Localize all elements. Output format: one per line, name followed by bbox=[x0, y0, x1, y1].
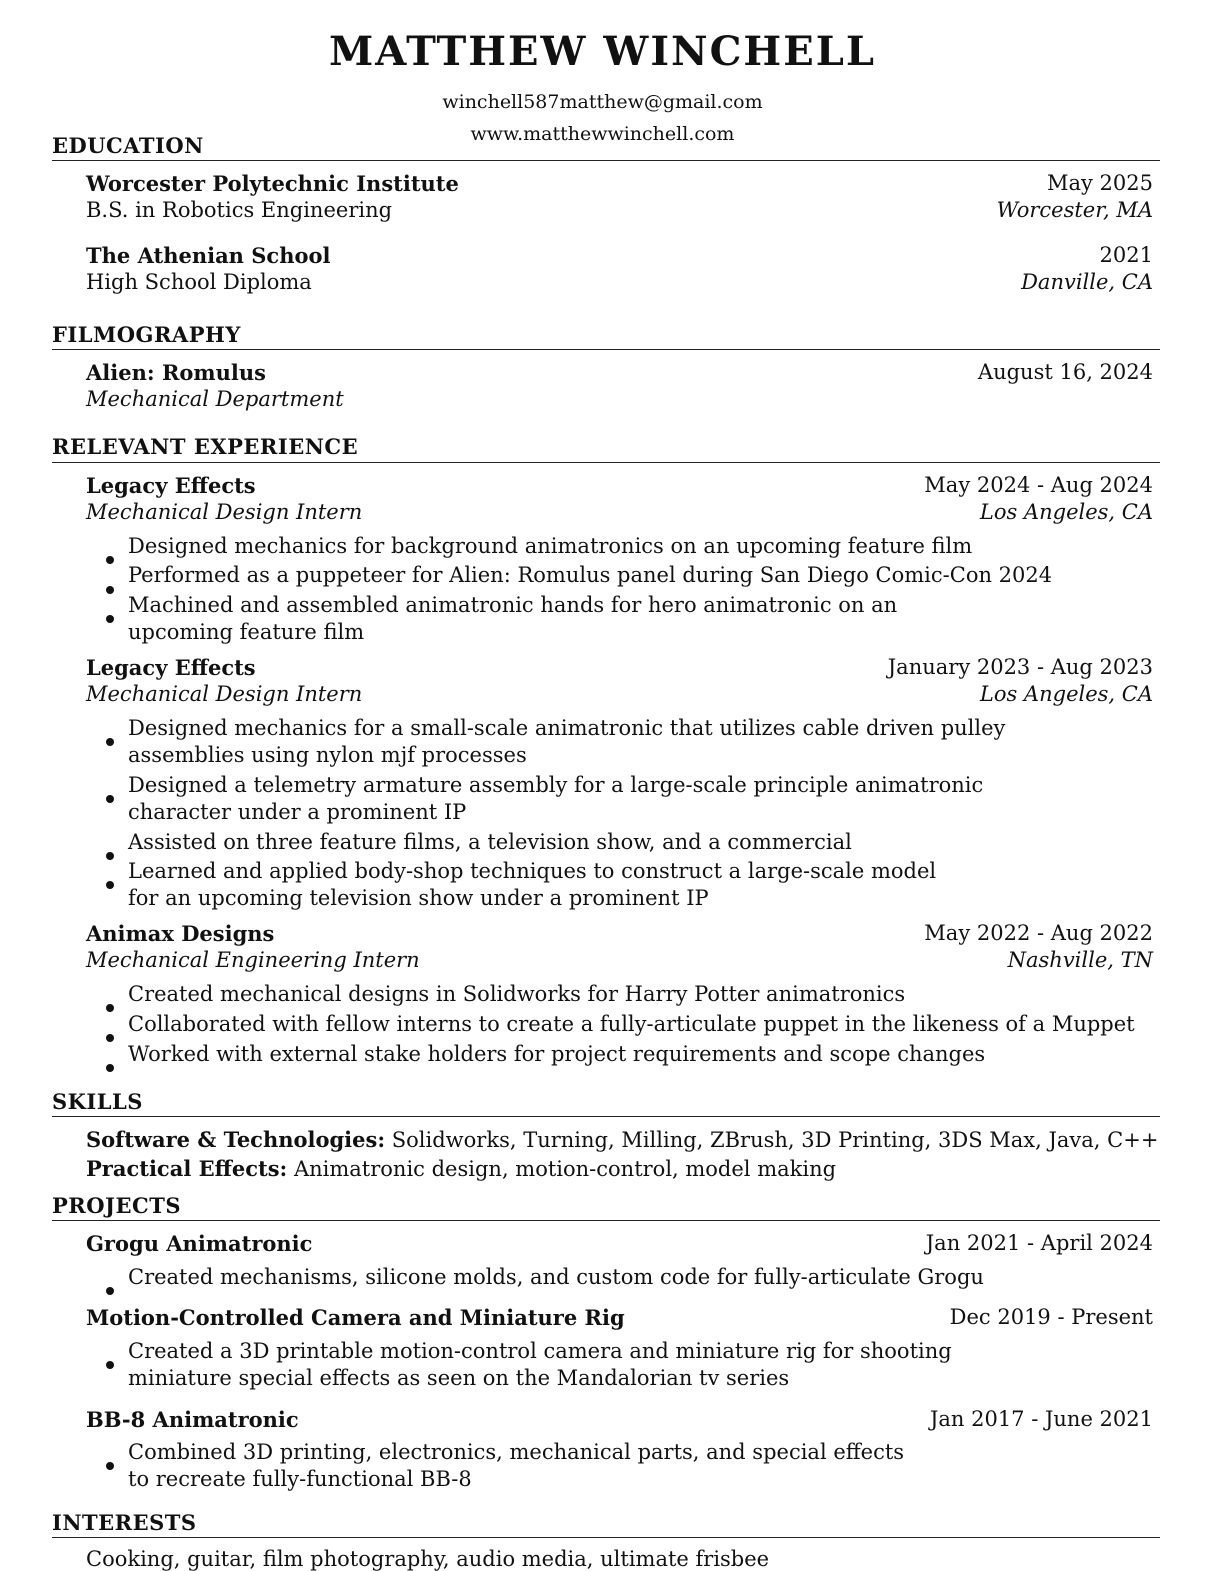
bullet-text: Designed a telemetry armature assembly for a large-scale principle animatronic bbox=[128, 773, 984, 797]
bullet-text: Created a 3D printable motion-control camera and miniature rig for shooting bbox=[128, 1339, 952, 1363]
bullet-text: Designed mechanics for background animatronics on an upcoming feature film bbox=[128, 534, 973, 558]
bullet-text: Combined 3D printing, electronics, mechanical parts, and special effects bbox=[128, 1440, 905, 1464]
section-title-interests: INTERESTS bbox=[52, 1510, 197, 1535]
project-dates: Dec 2019 - Present bbox=[949, 1305, 1153, 1329]
divider bbox=[52, 462, 1160, 463]
section-title-projects: PROJECTS bbox=[52, 1193, 181, 1218]
job-location: Nashville, TN bbox=[1007, 948, 1153, 972]
bullet-text-continued: character under a prominent IP bbox=[128, 800, 467, 824]
divider bbox=[52, 349, 1160, 350]
bullet-text: Assisted on three feature films, a television show, and a commercial bbox=[128, 830, 852, 854]
project-name: Motion-Controlled Camera and Miniature Rig bbox=[86, 1305, 625, 1330]
bullet-dot-icon bbox=[106, 727, 114, 751]
bullet-dot-icon bbox=[106, 1023, 114, 1047]
bullet-dot-icon bbox=[106, 784, 114, 808]
project-dates: Jan 2017 - June 2021 bbox=[929, 1407, 1153, 1431]
skills-practical-value: Animatronic design, motion-control, model making bbox=[293, 1157, 837, 1181]
bullet-text: Designed mechanics for a small-scale animatronic that utilizes cable driven pulley bbox=[128, 716, 1006, 740]
divider bbox=[52, 1220, 1160, 1221]
bullet-dot-icon bbox=[106, 1451, 114, 1475]
section-title-experience: RELEVANT EXPERIENCE bbox=[52, 434, 359, 459]
bullet-text: Collaborated with fellow interns to create a fully-articulate puppet in the likeness of a Muppet bbox=[128, 1012, 1135, 1036]
bullet-dot-icon bbox=[106, 841, 114, 865]
job-dates: January 2023 - Aug 2023 bbox=[887, 655, 1153, 679]
school-name: The Athenian School bbox=[86, 243, 331, 268]
film-date: August 16, 2024 bbox=[977, 360, 1153, 384]
film-department: Mechanical Department bbox=[86, 387, 344, 411]
bullet-dot-icon bbox=[106, 1053, 114, 1077]
project-dates: Jan 2021 - April 2024 bbox=[925, 1231, 1153, 1255]
school-name: Worcester Polytechnic Institute bbox=[86, 171, 459, 196]
bullet-dot-icon bbox=[106, 545, 114, 569]
bullet-dot-icon bbox=[106, 1350, 114, 1374]
divider bbox=[52, 1537, 1160, 1538]
divider bbox=[52, 1116, 1160, 1117]
bullet-text-continued: upcoming feature film bbox=[128, 620, 365, 644]
section-title-skills: SKILLS bbox=[52, 1089, 143, 1114]
section-title-education: EDUCATION bbox=[52, 133, 204, 158]
skills-software-value: Solidworks, Turning, Milling, ZBrush, 3D Printing, 3DS Max, Java, C++ bbox=[391, 1128, 1159, 1152]
skills-practical-label: Practical Effects: bbox=[86, 1156, 288, 1181]
bullet-text-continued: assemblies using nylon mjf processes bbox=[128, 743, 527, 767]
school-location: Danville, CA bbox=[1021, 270, 1153, 294]
section-title-filmography: FILMOGRAPHY bbox=[52, 322, 241, 347]
company-name: Animax Designs bbox=[86, 921, 275, 946]
project-name: Grogu Animatronic bbox=[86, 1231, 313, 1256]
bullet-dot-icon bbox=[106, 604, 114, 628]
job-role: Mechanical Engineering Intern bbox=[86, 948, 420, 972]
company-name: Legacy Effects bbox=[86, 655, 256, 680]
bullet-text: Created mechanisms, silicone molds, and custom code for fully-articulate Grogu bbox=[128, 1265, 984, 1289]
candidate-name: MATTHEW WINCHELL bbox=[329, 28, 876, 75]
bullet-text: Machined and assembled animatronic hands for hero animatronic on an bbox=[128, 593, 898, 617]
website-link[interactable]: www.matthewwinchell.com bbox=[470, 123, 735, 145]
bullet-dot-icon bbox=[106, 993, 114, 1017]
school-date: May 2025 bbox=[1046, 171, 1153, 195]
job-dates: May 2024 - Aug 2024 bbox=[924, 473, 1153, 497]
degree: B.S. in Robotics Engineering bbox=[86, 198, 393, 222]
bullet-text: Worked with external stake holders for project requirements and scope changes bbox=[128, 1042, 986, 1066]
bullet-text: Created mechanical designs in Solidworks for Harry Potter animatronics bbox=[128, 982, 906, 1006]
email-link[interactable]: winchell587matthew@gmail.com bbox=[442, 91, 763, 113]
job-role: Mechanical Design Intern bbox=[86, 682, 363, 706]
school-location: Worcester, MA bbox=[996, 198, 1153, 222]
job-location: Los Angeles, CA bbox=[979, 500, 1153, 524]
job-role: Mechanical Design Intern bbox=[86, 500, 363, 524]
divider bbox=[52, 160, 1160, 161]
bullet-text-continued: miniature special effects as seen on the Mandalorian tv series bbox=[128, 1366, 790, 1390]
bullet-dot-icon bbox=[106, 1276, 114, 1300]
skills-software bbox=[86, 1127, 1158, 1152]
bullet-dot-icon bbox=[106, 575, 114, 599]
bullet-dot-icon bbox=[106, 870, 114, 894]
skills-practical bbox=[86, 1156, 836, 1181]
film-title: Alien: Romulus bbox=[86, 360, 266, 385]
job-dates: May 2022 - Aug 2022 bbox=[924, 921, 1153, 945]
school-date: 2021 bbox=[1099, 243, 1153, 267]
skills-software-label: Software & Technologies: bbox=[86, 1127, 386, 1152]
company-name: Legacy Effects bbox=[86, 473, 256, 498]
bullet-text-continued: to recreate fully-functional BB-8 bbox=[128, 1467, 472, 1491]
degree: High School Diploma bbox=[86, 270, 312, 294]
bullet-text: Performed as a puppeteer for Alien: Romulus panel during San Diego Comic-Con 2024 bbox=[128, 563, 1053, 587]
bullet-text: Learned and applied body-shop techniques to construct a large-scale model bbox=[128, 859, 937, 883]
bullet-text-continued: for an upcoming television show under a prominent IP bbox=[128, 886, 709, 910]
interests-text: Cooking, guitar, film photography, audio media, ultimate frisbee bbox=[86, 1547, 770, 1571]
job-location: Los Angeles, CA bbox=[979, 682, 1153, 706]
project-name: BB-8 Animatronic bbox=[86, 1407, 299, 1432]
